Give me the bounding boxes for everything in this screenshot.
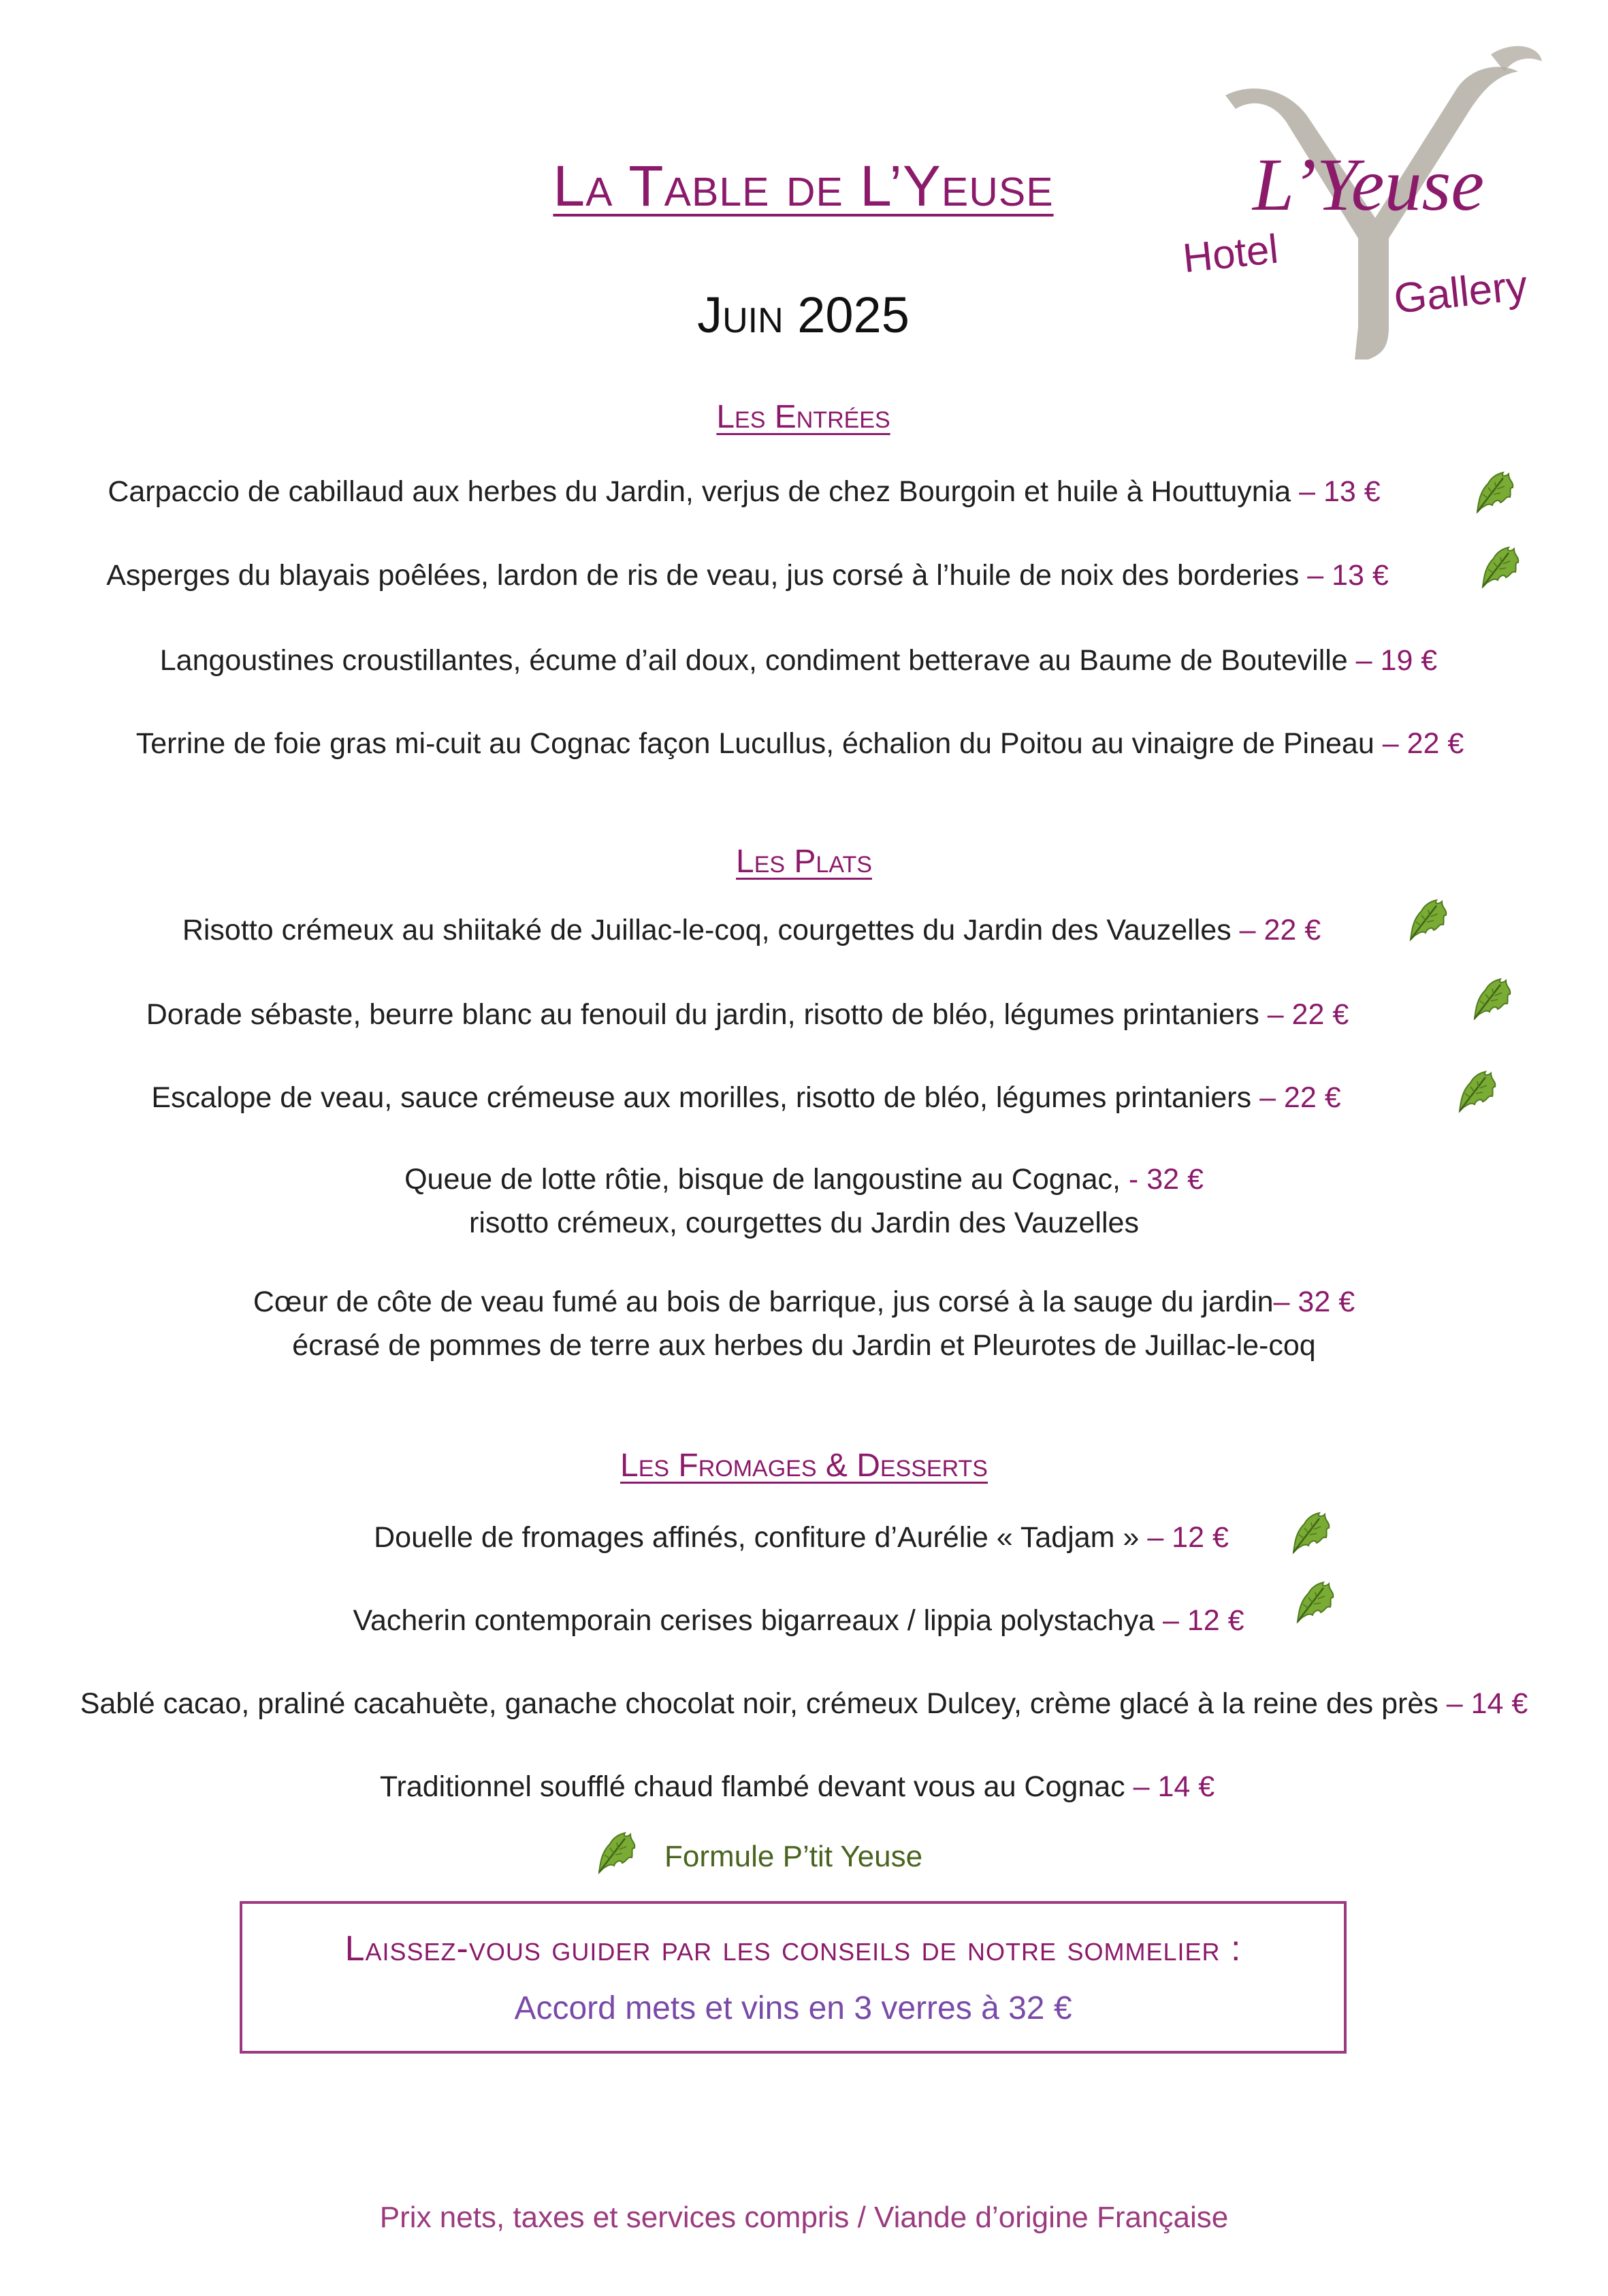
menu-item	[0, 640, 1603, 681]
logo-gallery: Gallery	[1392, 261, 1530, 323]
menu-item	[0, 1600, 1603, 1641]
item-text-line2: risotto crémeux, courgettes du Jardin des Vauzelles	[469, 1207, 1139, 1239]
item-text: Escalope de veau, sauce crémeuse aux morilles, risotto de bléo, légumes printaniers	[151, 1081, 1252, 1114]
menu-item	[0, 1766, 1601, 1807]
menu-item	[0, 555, 1551, 596]
leaf-icon	[591, 1830, 639, 1878]
leaf-icon	[1289, 1580, 1337, 1627]
page-title: La Table de L’Yeuse	[553, 154, 1054, 218]
item-text: Sablé cacao, praliné cacahuète, ganache chocolat noir, crémeux Dulcey, crème glacé à la reine des près	[80, 1687, 1438, 1720]
menu-item	[0, 723, 1604, 764]
footer-note: Prix nets, taxes et services compris / Viande d’origine Française	[379, 2201, 1229, 2234]
item-price: – 14 €	[1446, 1687, 1528, 1720]
menu-item	[0, 1077, 1550, 1118]
sommelier-title: Laissez-vous guider par les conseils de notre sommelier :	[344, 1929, 1242, 1968]
sommelier-offer: Accord mets et vins en 3 verres à 32 €	[514, 1990, 1072, 2026]
logo-name: L’Yeuse	[1252, 143, 1485, 226]
item-text: Dorade sébaste, beurre blanc au fenouil du jardin, risotto de bléo, légumes printaniers	[146, 998, 1259, 1031]
item-price: – 13 €	[1307, 559, 1389, 592]
item-price: – 14 €	[1133, 1770, 1215, 1803]
logo-hotel: Hotel	[1180, 225, 1281, 281]
item-price: – 12 €	[1162, 1604, 1244, 1637]
leaf-icon	[1475, 545, 1522, 592]
menu-item	[0, 910, 1556, 951]
item-text: Vacherin contemporain cerises bigarreaux / lippia polystachya	[353, 1604, 1155, 1637]
formule-label: Formule P’tit Yeuse	[664, 1840, 923, 1873]
menu-item	[0, 1683, 1608, 1724]
menu-item	[0, 994, 1551, 1035]
item-price: – 22 €	[1259, 1081, 1341, 1114]
sommelier-box	[240, 1901, 1347, 2054]
item-price: – 22 €	[1239, 914, 1321, 946]
leaf-icon	[1469, 470, 1517, 517]
menu-item	[0, 471, 1548, 512]
item-price: – 13 €	[1299, 475, 1381, 508]
item-price: – 12 €	[1147, 1521, 1229, 1554]
leaf-icon	[1466, 976, 1514, 1024]
item-price: - 32 €	[1128, 1163, 1204, 1196]
item-price: – 32 €	[1273, 1286, 1355, 1318]
item-text: Carpaccio de cabillaud aux herbes du Jardin, verjus de chez Bourgoin et huile à Houttuynia	[108, 475, 1291, 508]
item-price: – 22 €	[1382, 727, 1464, 760]
item-price: – 22 €	[1267, 998, 1349, 1031]
item-text: Terrine de foie gras mi-cuit au Cognac façon Lucullus, échalion du Poitou au vinaigre de Pineau	[135, 727, 1374, 760]
page-subtitle: Juin 2025	[697, 287, 910, 343]
item-price: – 19 €	[1355, 644, 1438, 677]
leaf-icon	[1402, 897, 1450, 945]
item-text: Asperges du blayais poêlées, lardon de ris de veau, jus corsé à l’huile de noix des borderies	[106, 559, 1300, 592]
item-text: Risotto crémeux au shiitaké de Juillac-le-coq, courgettes du Jardin des Vauzelles	[182, 914, 1232, 946]
menu-item	[0, 1280, 1608, 1367]
item-text-line2: écrasé de pommes de terre aux herbes du Jardin et Pleurotes de Juillac-le-coq	[292, 1329, 1316, 1362]
item-text: Queue de lotte rôtie, bisque de langoustine au Cognac,	[404, 1163, 1121, 1196]
section-title-desserts: Les Fromages & Desserts	[620, 1448, 988, 1484]
section-title-entrees: Les Entrées	[716, 399, 890, 435]
item-text: Douelle de fromages affinés, confiture d’Aurélie « Tadjam »	[374, 1521, 1140, 1554]
menu-item	[0, 1158, 1608, 1245]
section-title-plats: Les Plats	[736, 844, 872, 880]
leaf-icon	[1451, 1069, 1499, 1117]
item-text: Traditionnel soufflé chaud flambé devant vous au Cognac	[379, 1770, 1125, 1803]
leaf-icon	[1285, 1510, 1333, 1558]
menu-item	[0, 1517, 1605, 1558]
item-text: Langoustines croustillantes, écume d’ail doux, condiment betterave au Baume de Bouteville	[159, 644, 1348, 677]
item-text: Cœur de côte de veau fumé au bois de barrique, jus corsé à la sauge du jardin	[253, 1286, 1274, 1318]
hotel-logo	[1171, 41, 1566, 368]
